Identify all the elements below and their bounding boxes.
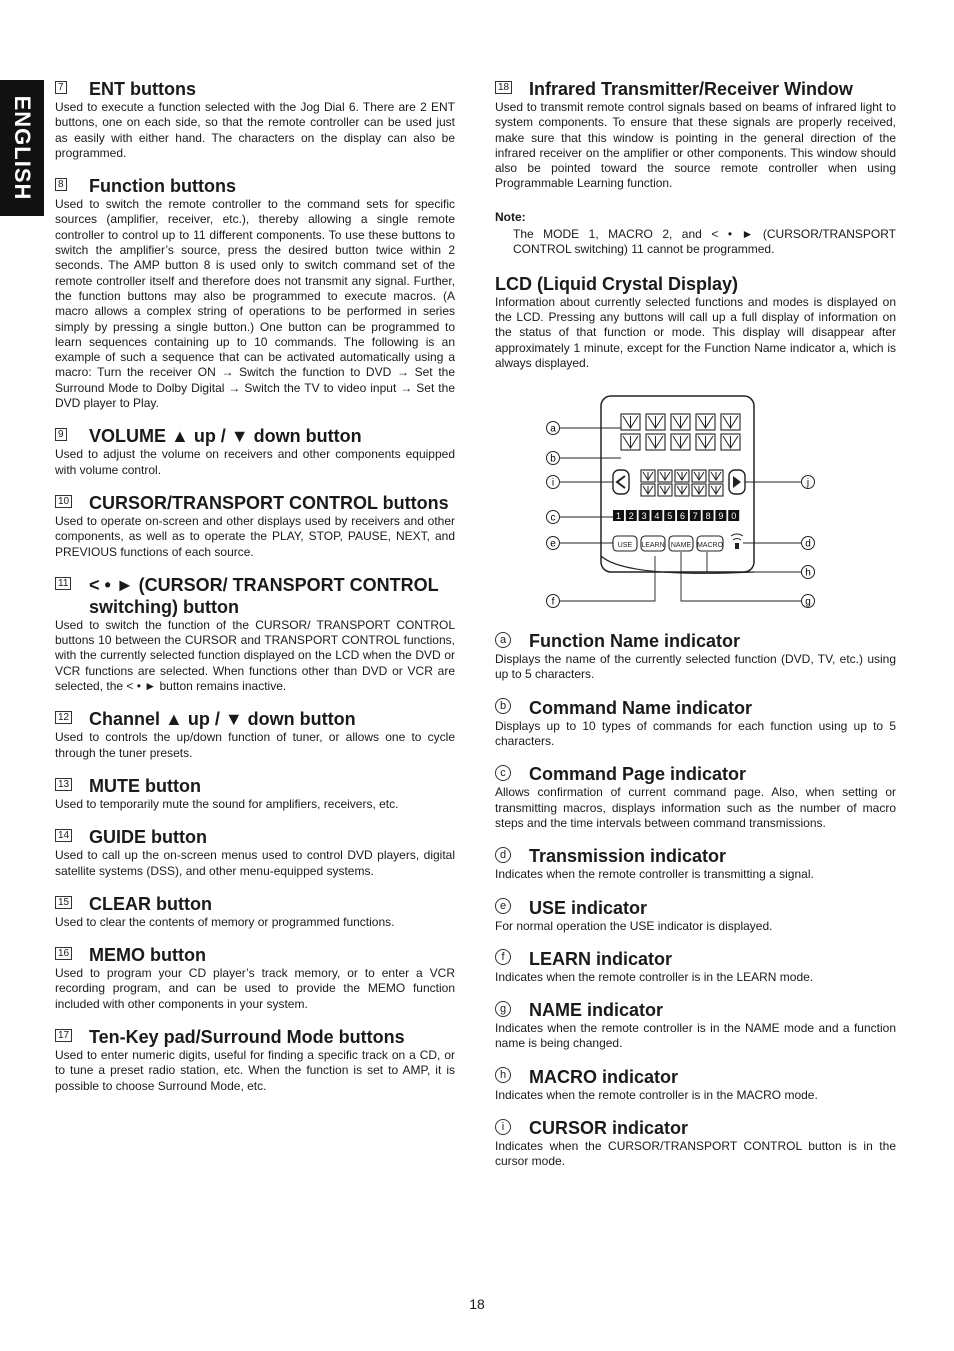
section-14 bbox=[55, 826, 455, 879]
section-heading bbox=[495, 845, 896, 867]
section-number: b bbox=[495, 698, 511, 714]
callout-letter: j bbox=[806, 477, 810, 489]
command-name-char bbox=[675, 470, 689, 482]
section-body: Used to controls the up/down function of tuner, or allows one to cycle through the tuner presets. bbox=[55, 730, 455, 760]
segment-strokes bbox=[694, 486, 704, 494]
section-title: USE indicator bbox=[529, 897, 648, 918]
callout-leader bbox=[681, 552, 801, 601]
section-9 bbox=[55, 425, 455, 478]
callout-letter: a bbox=[550, 423, 556, 435]
section-heading bbox=[495, 78, 896, 100]
section-title: ENT buttons bbox=[89, 79, 196, 99]
segment-strokes bbox=[623, 436, 638, 448]
segment-strokes bbox=[648, 416, 663, 428]
chevron-left-icon bbox=[617, 476, 625, 488]
function-name-char bbox=[696, 434, 715, 450]
section-title: MUTE button bbox=[89, 775, 201, 796]
segment-strokes bbox=[698, 436, 713, 448]
section-title: < • ► (CURSOR/ TRANSPORT CONTROL switching) button bbox=[89, 574, 439, 617]
segment-strokes bbox=[673, 416, 688, 428]
callout-letter: g bbox=[805, 596, 811, 608]
callout-a bbox=[547, 422, 622, 435]
callout-leader bbox=[560, 556, 655, 601]
section-title: Command Name indicator bbox=[529, 697, 753, 718]
transmission-dot bbox=[735, 543, 739, 549]
section-number: 18 bbox=[495, 81, 512, 94]
section-body: Indicates when the remote controller is in the LEARN mode. bbox=[495, 969, 814, 984]
section-number: 15 bbox=[55, 896, 72, 909]
section-heading bbox=[495, 948, 896, 970]
section-number: e bbox=[495, 898, 511, 914]
section-number: 13 bbox=[55, 778, 72, 791]
section-heading bbox=[55, 708, 455, 730]
section-body: Used to switch the function of the CURSOR/ TRANSPORT CONTROL buttons 10 between the CURSOR and TRANSPORT CONTROL functions, with the currently selected function displayed on the LCD when the DVD or VCR functions are selected. When functions other than DVD or VCR are selected, the < • ► button remains inactive. bbox=[55, 617, 455, 694]
section-body: Used to execute a function selected with the Jog Dial 6. There are 2 ENT buttons, one on each side, so that the remote controller can be used just as easily with either hand. The characters on the display can also be programmed. bbox=[55, 100, 455, 160]
command-name-char bbox=[692, 484, 706, 496]
section-heading bbox=[495, 897, 896, 919]
callout-letter: b bbox=[550, 453, 556, 465]
segment-strokes bbox=[711, 486, 721, 494]
indicator-list bbox=[495, 630, 896, 1169]
page-digit: 2 bbox=[628, 511, 634, 521]
lcd-bottom-curve bbox=[601, 556, 754, 573]
callout-b bbox=[547, 452, 622, 465]
callout-letter: h bbox=[805, 567, 811, 579]
mode-label: MACRO bbox=[696, 542, 724, 549]
callout-letter: i bbox=[551, 477, 555, 489]
section-body: Indicates when the remote controller is in the MACRO mode. bbox=[495, 1087, 818, 1102]
callout-g bbox=[681, 552, 815, 608]
segment-strokes bbox=[643, 486, 653, 494]
section-a bbox=[495, 630, 896, 683]
section-13 bbox=[55, 775, 455, 812]
section-body: Used to operate on-screen and other displays used by receivers and other components, as well as to operate the PLAY, STOP, PAUSE, NEXT, and PREVIOUS functions of each source. bbox=[55, 513, 455, 559]
section-number: a bbox=[495, 632, 511, 648]
section-i bbox=[495, 1117, 896, 1170]
lcd-segments bbox=[613, 414, 745, 551]
section-number: 8 bbox=[55, 178, 67, 191]
page-number: 18 bbox=[469, 1296, 485, 1312]
page-digit: 6 bbox=[679, 511, 686, 521]
command-name-char bbox=[692, 470, 706, 482]
section-title: Channel ▲ up / ▼ down button bbox=[89, 709, 356, 730]
page-digit: 7 bbox=[692, 511, 698, 521]
function-name-char bbox=[721, 434, 740, 450]
section-title: MACRO indicator bbox=[529, 1066, 679, 1087]
segment-strokes bbox=[677, 472, 687, 480]
page-digit: 9 bbox=[718, 511, 724, 521]
left-column bbox=[55, 78, 455, 1108]
function-name-char bbox=[621, 414, 640, 430]
callout-i bbox=[547, 476, 614, 489]
section-h bbox=[495, 1066, 896, 1103]
function-name-char bbox=[721, 414, 740, 430]
callout-e bbox=[547, 537, 614, 550]
section-heading bbox=[55, 944, 455, 966]
section-title: Infrared Transmitter/Receiver Window bbox=[529, 79, 853, 99]
section-body: Used to switch the remote controller to the command sets for specific sources (amplifier, receiver, etc.), thereby allowing a single remote controller to control up to 11 different components. To use these buttons to switch the amplifier’s source, press the desired button twice within 2 seconds. The AMP button 8 is used only to switch command set of the remote controller itself and therefore does not transmit any signal. Further, the function buttons may also be programmed to execute macros. (A macro allows a complex string of operations to be performed in series simply by pressing a single button.) One button can be programmed to learn sequences containing up to 10 commands. The following is an example of such a sequence that can be activated automatically using a macro: Turn the receiver ON → Switch the function to DVD → Set the Surround Mode to Dolby Digital → Switch the TV to video input → Set the DVD player to Play. bbox=[55, 197, 455, 411]
section-number: 17 bbox=[55, 1029, 72, 1042]
segment-strokes bbox=[711, 472, 721, 480]
mode-label: NAME bbox=[670, 542, 692, 549]
lcd-body: Information about currently selected functions and modes is displayed on the LCD. Pressing any buttons will call up a full display of information on the status of that function or mode. This display will disappear after approximately 1 minute, except for the Function Name indicator a, which is always displayed. bbox=[495, 294, 896, 370]
function-name-char bbox=[646, 414, 665, 430]
section-11 bbox=[55, 574, 455, 694]
page-digit: 8 bbox=[705, 511, 711, 521]
language-tab-label: ENGLISH bbox=[10, 95, 35, 201]
section-heading bbox=[55, 175, 455, 197]
section-title: MEMO button bbox=[89, 945, 206, 966]
command-name-char bbox=[658, 470, 672, 482]
section-heading bbox=[55, 492, 455, 514]
section-heading bbox=[495, 763, 896, 785]
segment-strokes bbox=[648, 436, 663, 448]
function-name-char bbox=[671, 414, 690, 430]
section-body: Used to enter numeric digits, useful for finding a specific track on a CD, or to tune a preset radio station, etc. When the function is set to AMP, it is possible to choose Surround Mode, etc. bbox=[55, 1047, 455, 1093]
transmission-icon bbox=[731, 534, 743, 540]
page-digit: 4 bbox=[654, 511, 660, 521]
command-name-char bbox=[709, 470, 723, 482]
function-name-char bbox=[621, 434, 640, 450]
section-body: Displays the name of the currently selected function (DVD, TV, etc.) using up to 5 characters. bbox=[495, 652, 896, 682]
section-number: d bbox=[495, 847, 511, 863]
page-digit: 3 bbox=[641, 511, 647, 521]
section-heading bbox=[495, 1117, 896, 1139]
section-heading bbox=[55, 893, 455, 915]
section-c bbox=[495, 763, 896, 831]
callout-j bbox=[745, 476, 815, 489]
lcd-title: LCD (Liquid Crystal Display) bbox=[495, 273, 739, 294]
callout-h bbox=[707, 552, 815, 579]
section-title: Command Page indicator bbox=[529, 764, 747, 785]
callout-c bbox=[547, 511, 614, 524]
segment-strokes bbox=[698, 416, 713, 428]
function-name-char bbox=[671, 434, 690, 450]
section-number: 16 bbox=[55, 947, 72, 960]
segment-strokes bbox=[660, 472, 670, 480]
callout-letter: c bbox=[550, 512, 556, 524]
segment-strokes bbox=[723, 416, 738, 428]
section-12 bbox=[55, 708, 455, 761]
section-g bbox=[495, 999, 896, 1052]
section-15 bbox=[55, 893, 455, 930]
command-name-char bbox=[641, 484, 655, 496]
right-column bbox=[495, 78, 896, 1184]
section-title: Function buttons bbox=[89, 176, 236, 197]
lcd-intro bbox=[495, 295, 896, 371]
section-body: Displays up to 10 types of commands for each function using up to 5 characters. bbox=[495, 718, 896, 749]
section-heading bbox=[55, 1026, 455, 1048]
mode-label: USE bbox=[617, 542, 633, 549]
mode-label: LEARN bbox=[641, 542, 665, 549]
section-number: g bbox=[495, 1001, 511, 1017]
command-name-char bbox=[658, 484, 672, 496]
language-tab bbox=[0, 80, 44, 216]
section-b bbox=[495, 697, 896, 750]
note-label: Note: bbox=[495, 209, 526, 224]
section-heading bbox=[55, 775, 455, 797]
section-body: Allows confirmation of current command page. Also, when setting or transmitting macros, displays information such as the number of macro steps and the time intervals between command transmissions. bbox=[495, 785, 896, 830]
command-name-char bbox=[709, 484, 723, 496]
section-title: CURSOR indicator bbox=[529, 1118, 689, 1139]
section-title: Function Name indicator bbox=[529, 631, 741, 652]
section-title: Ten-Key pad/Surround Mode buttons bbox=[89, 1026, 405, 1047]
function-name-char bbox=[696, 414, 715, 430]
section-heading bbox=[495, 1066, 896, 1088]
segment-strokes bbox=[694, 472, 704, 480]
page-digit: 1 bbox=[615, 511, 622, 521]
page-digit: 0 bbox=[731, 511, 737, 521]
section-body: Used to transmit remote control signals based on beams of infrared light to system components. To ensure that these signals are properly received, make sure that this window is pointing in the general direction of the infrared receiver on the amplifier or other components. This window should also be pointed toward the source remote controller when using Programmable Learning function. bbox=[495, 100, 896, 191]
section-body: Used to adjust the volume on receivers and other components equipped with volume control. bbox=[55, 447, 455, 477]
section-e bbox=[495, 897, 896, 934]
callout-letter: d bbox=[805, 538, 811, 550]
section-title: NAME indicator bbox=[529, 1000, 664, 1021]
section-title: GUIDE button bbox=[89, 827, 207, 848]
section-10 bbox=[55, 492, 455, 560]
segment-strokes bbox=[677, 486, 687, 494]
section-number: c bbox=[495, 765, 511, 781]
section-number: f bbox=[495, 949, 511, 965]
section-7 bbox=[55, 78, 455, 161]
section-8 bbox=[55, 175, 455, 411]
section-16 bbox=[55, 944, 455, 1012]
section-d bbox=[495, 845, 896, 882]
section-title: LEARN indicator bbox=[529, 948, 673, 969]
section-body: Indicates when the remote controller is transmitting a signal. bbox=[495, 867, 814, 882]
section-heading bbox=[495, 630, 896, 652]
section-infrared bbox=[495, 78, 896, 258]
lcd-diagram bbox=[495, 388, 896, 613]
section-number: 12 bbox=[55, 711, 72, 724]
segment-strokes bbox=[623, 416, 638, 428]
callout-letter: f bbox=[551, 596, 555, 608]
command-name-char bbox=[641, 470, 655, 482]
callout-letter: e bbox=[550, 538, 556, 550]
segment-strokes bbox=[673, 436, 688, 448]
section-title: Transmission indicator bbox=[529, 846, 727, 867]
section-heading bbox=[55, 78, 455, 100]
section-title: CLEAR button bbox=[89, 893, 212, 914]
section-body: Used to clear the contents of memory or programmed functions. bbox=[55, 914, 395, 929]
section-number: h bbox=[495, 1067, 511, 1083]
note bbox=[495, 210, 896, 258]
section-f bbox=[495, 948, 896, 985]
section-title: CURSOR/TRANSPORT CONTROL buttons bbox=[89, 492, 449, 513]
section-body: Indicates when the remote controller is in the NAME mode and a function name is being changed. bbox=[495, 1021, 896, 1051]
section-heading bbox=[55, 425, 455, 447]
section-body: Used to call up the on-screen menus used to control DVD players, digital satellite systems (DSS), and other menu-equipped systems. bbox=[55, 848, 455, 878]
section-body: Used to temporarily mute the sound for amplifiers, receivers, etc. bbox=[55, 796, 399, 811]
segment-strokes bbox=[660, 486, 670, 494]
section-heading bbox=[55, 826, 455, 848]
section-number: 9 bbox=[55, 428, 67, 441]
command-name-char bbox=[675, 484, 689, 496]
section-heading bbox=[495, 999, 896, 1021]
section-number: 10 bbox=[55, 495, 72, 508]
note-text: The MODE 1, MACRO 2, and < • ► (CURSOR/TRANSPORT CONTROL switching) 11 cannot be programmed. bbox=[513, 227, 896, 257]
function-name-char bbox=[646, 434, 665, 450]
section-body: For normal operation the USE indicator is displayed. bbox=[495, 918, 773, 933]
section-body: Indicates when the CURSOR/TRANSPORT CONTROL button is in the cursor mode. bbox=[495, 1139, 896, 1169]
page-digit: 5 bbox=[667, 511, 673, 521]
section-heading bbox=[55, 574, 455, 618]
section-number: 11 bbox=[55, 577, 71, 590]
segment-strokes bbox=[643, 472, 653, 480]
section-title: VOLUME ▲ up / ▼ down button bbox=[89, 426, 362, 447]
section-heading bbox=[495, 697, 896, 719]
section-body: Used to program your CD player’s track memory, or to enter a VCR recording program, and can be used to provide the MEMO function included with other components in your system. bbox=[55, 966, 455, 1011]
section-number: i bbox=[495, 1119, 511, 1135]
section-number: 14 bbox=[55, 829, 72, 842]
play-arrow-icon bbox=[733, 476, 741, 488]
section-number: 7 bbox=[55, 81, 67, 94]
section-17 bbox=[55, 1026, 455, 1094]
segment-strokes bbox=[723, 436, 738, 448]
